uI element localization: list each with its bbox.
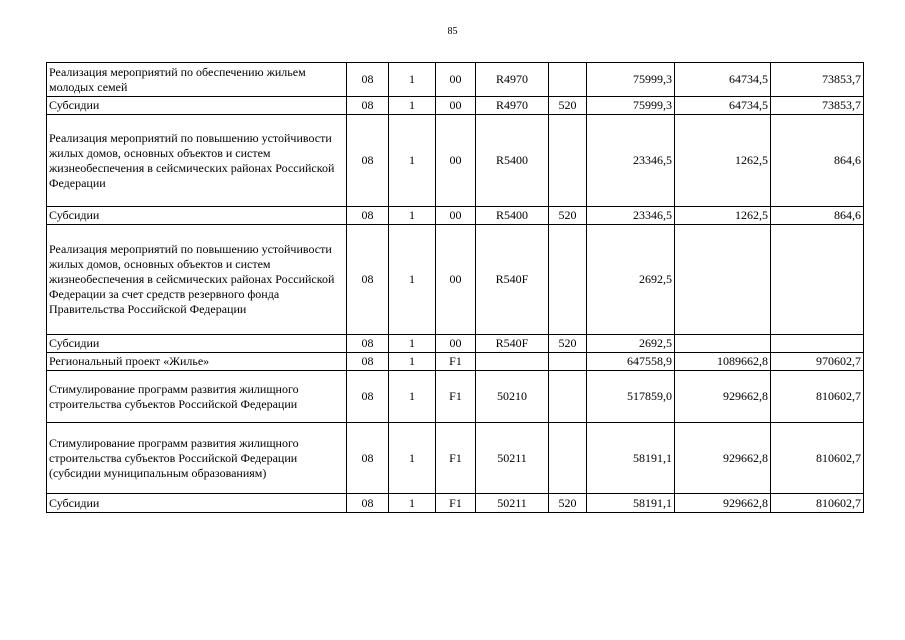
table-row xyxy=(47,63,864,97)
section-code: 08 xyxy=(347,494,389,513)
program-code: F1 xyxy=(436,423,476,494)
program-code: 00 xyxy=(436,63,476,97)
amount-year-1: 647558,9 xyxy=(587,353,675,371)
amount-year-2: 64734,5 xyxy=(675,97,771,115)
table-row xyxy=(47,371,864,423)
subsection-code: 1 xyxy=(389,494,436,513)
amount-year-2: 929662,8 xyxy=(675,423,771,494)
amount-year-2: 929662,8 xyxy=(675,494,771,513)
amount-year-2: 1089662,8 xyxy=(675,353,771,371)
amount-year-1: 517859,0 xyxy=(587,371,675,423)
article-code: R5400 xyxy=(476,207,549,225)
amount-year-3: 810602,7 xyxy=(771,371,864,423)
section-code: 08 xyxy=(347,63,389,97)
amount-year-3: 864,6 xyxy=(771,115,864,207)
amount-year-2: 1262,5 xyxy=(675,115,771,207)
section-code: 08 xyxy=(347,335,389,353)
program-code: 00 xyxy=(436,225,476,335)
expense-type-code: 520 xyxy=(549,494,587,513)
expense-type-code: 520 xyxy=(549,207,587,225)
article-code: R5400 xyxy=(476,115,549,207)
amount-year-3: 73853,7 xyxy=(771,97,864,115)
article-code: R4970 xyxy=(476,97,549,115)
subsection-code: 1 xyxy=(389,97,436,115)
table-row xyxy=(47,353,864,371)
program-code: F1 xyxy=(436,494,476,513)
row-name: Субсидии xyxy=(47,494,347,513)
amount-year-2: 1262,5 xyxy=(675,207,771,225)
amount-year-3 xyxy=(771,335,864,353)
expense-type-code xyxy=(549,423,587,494)
article-code: 50211 xyxy=(476,494,549,513)
subsection-code: 1 xyxy=(389,335,436,353)
section-code: 08 xyxy=(347,207,389,225)
section-code: 08 xyxy=(347,353,389,371)
article-code: R4970 xyxy=(476,63,549,97)
amount-year-3: 810602,7 xyxy=(771,423,864,494)
budget-table xyxy=(46,62,864,513)
article-code xyxy=(476,353,549,371)
article-code: 50211 xyxy=(476,423,549,494)
row-name: Стимулирование программ развития жилищного строительства субъектов Российской Федерации xyxy=(47,371,347,423)
page-number: 85 xyxy=(447,26,458,37)
subsection-code: 1 xyxy=(389,115,436,207)
article-code: 50210 xyxy=(476,371,549,423)
expense-type-code xyxy=(549,115,587,207)
subsection-code: 1 xyxy=(389,423,436,494)
table-row xyxy=(47,115,864,207)
subsection-code: 1 xyxy=(389,207,436,225)
program-code: 00 xyxy=(436,97,476,115)
amount-year-1: 75999,3 xyxy=(587,63,675,97)
subsection-code: 1 xyxy=(389,353,436,371)
row-name: Реализация мероприятий по повышению устойчивости жилых домов, основных объектов и систем жизнеобеспечения в сейсмических районах Российской Федерации xyxy=(47,115,347,207)
table-row xyxy=(47,335,864,353)
program-code: 00 xyxy=(436,115,476,207)
program-code: 00 xyxy=(436,335,476,353)
amount-year-3: 864,6 xyxy=(771,207,864,225)
amount-year-1: 75999,3 xyxy=(587,97,675,115)
row-name: Субсидии xyxy=(47,207,347,225)
section-code: 08 xyxy=(347,371,389,423)
amount-year-1: 2692,5 xyxy=(587,225,675,335)
article-code: R540F xyxy=(476,225,549,335)
amount-year-2: 64734,5 xyxy=(675,63,771,97)
table-row xyxy=(47,494,864,513)
expense-type-code xyxy=(549,225,587,335)
section-code: 08 xyxy=(347,115,389,207)
table-row xyxy=(47,423,864,494)
expense-type-code: 520 xyxy=(549,97,587,115)
row-name: Субсидии xyxy=(47,97,347,115)
amount-year-3: 810602,7 xyxy=(771,494,864,513)
table-row xyxy=(47,97,864,115)
article-code: R540F xyxy=(476,335,549,353)
amount-year-1: 23346,5 xyxy=(587,207,675,225)
program-code: 00 xyxy=(436,207,476,225)
table-row xyxy=(47,207,864,225)
row-name: Стимулирование программ развития жилищного строительства субъектов Российской Федерации (субсидии муниципальным образованиям) xyxy=(47,423,347,494)
amount-year-3: 73853,7 xyxy=(771,63,864,97)
section-code: 08 xyxy=(347,423,389,494)
table-row xyxy=(47,225,864,335)
program-code: F1 xyxy=(436,353,476,371)
subsection-code: 1 xyxy=(389,225,436,335)
amount-year-1: 58191,1 xyxy=(587,423,675,494)
amount-year-1: 58191,1 xyxy=(587,494,675,513)
section-code: 08 xyxy=(347,97,389,115)
amount-year-1: 23346,5 xyxy=(587,115,675,207)
expense-type-code xyxy=(549,63,587,97)
row-name: Субсидии xyxy=(47,335,347,353)
program-code: F1 xyxy=(436,371,476,423)
expense-type-code xyxy=(549,371,587,423)
amount-year-3: 970602,7 xyxy=(771,353,864,371)
subsection-code: 1 xyxy=(389,63,436,97)
amount-year-2 xyxy=(675,225,771,335)
expense-type-code: 520 xyxy=(549,335,587,353)
row-name: Реализация мероприятий по обеспечению жильем молодых семей xyxy=(47,63,347,97)
section-code: 08 xyxy=(347,225,389,335)
expense-type-code xyxy=(549,353,587,371)
subsection-code: 1 xyxy=(389,371,436,423)
amount-year-2 xyxy=(675,335,771,353)
amount-year-2: 929662,8 xyxy=(675,371,771,423)
amount-year-3 xyxy=(771,225,864,335)
row-name: Реализация мероприятий по повышению устойчивости жилых домов, основных объектов и систем жизнеобеспечения в сейсмических районах Российской Федерации за счет средств резервного фонда Правительства Российской Федерации xyxy=(47,225,347,335)
amount-year-1: 2692,5 xyxy=(587,335,675,353)
row-name: Региональный проект «Жилье» xyxy=(47,353,347,371)
